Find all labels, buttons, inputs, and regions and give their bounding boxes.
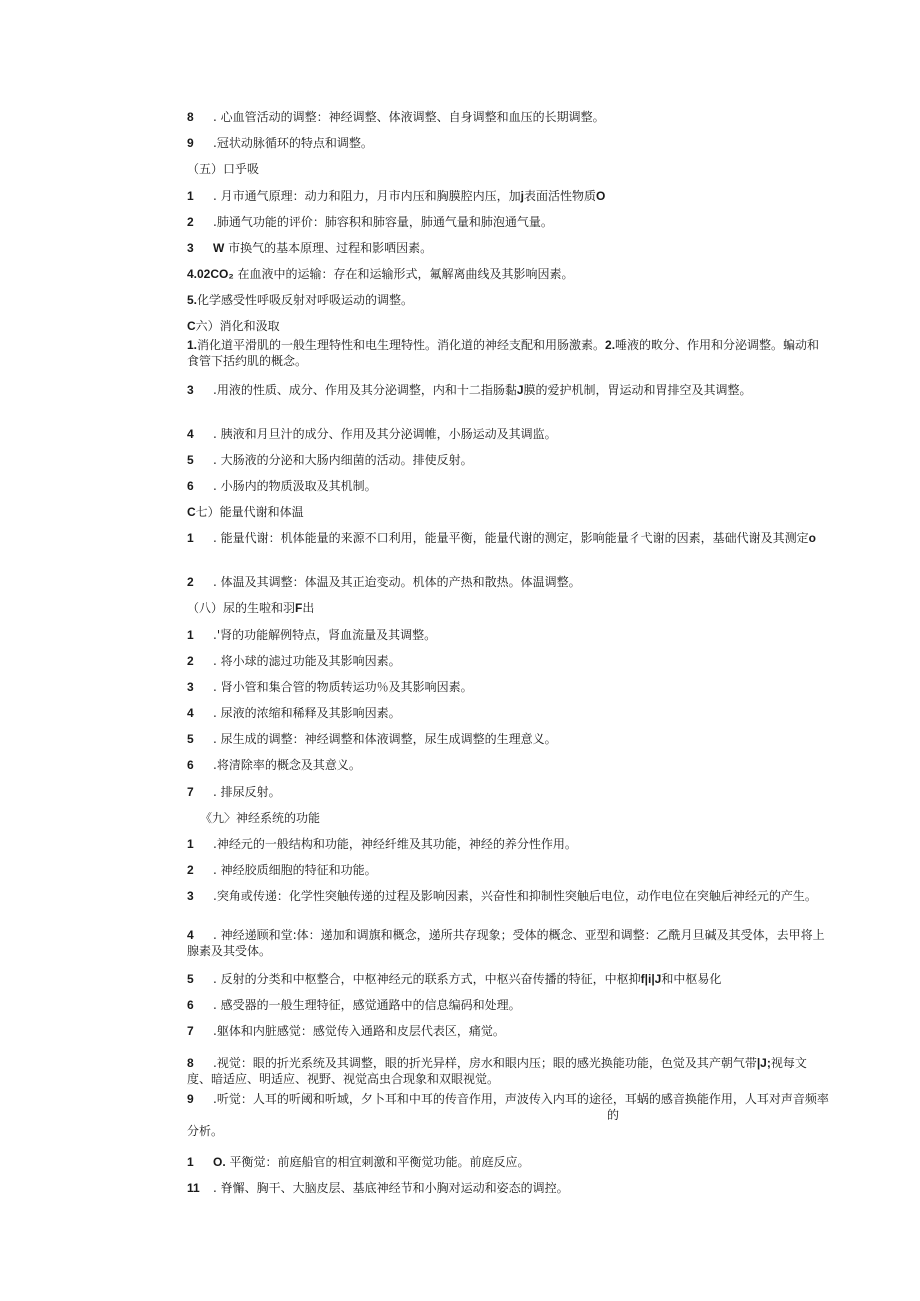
line-text: （八）尿的生啦和羽	[187, 601, 296, 615]
line-text: . 神经递顾和堂:体：递加和调旗和概念，递所共存现象；受体的概念、亚型和调整：乙酰月旦碱及其受体，去甲将上腺素及其受体。	[187, 928, 825, 958]
line-text: 和中枢易化	[661, 972, 722, 986]
line-9-7	[187, 1023, 830, 1039]
line-text: .神经元的一般结构和功能，神经纤维及其功能，神经的养分性作用。	[213, 837, 577, 851]
item-number: 4	[187, 427, 194, 441]
line-bold: j	[520, 189, 524, 203]
item-number: 3	[187, 680, 194, 694]
line-8-3	[187, 679, 830, 695]
line-text: . 月市通气原理：动力和阻力，月市内压和胸膜腔内压，加	[213, 189, 521, 203]
line-8-5	[187, 731, 830, 747]
line-text: . 体温及其调整：体温及其正迨变动。机体的产热和散热。体温调整。	[213, 575, 581, 589]
item-number: 11	[187, 1181, 200, 1195]
line-text: . 脊懈、胸干、大脑皮层、基底神经节和小胸对运动和姿态的调控。	[213, 1181, 569, 1195]
section-heading-8	[187, 600, 830, 616]
line-9-2	[187, 862, 830, 878]
line-text: .冠状动脉循环的特点和调整。	[213, 136, 373, 150]
item-number: 6	[187, 758, 194, 772]
line-bold: 2.	[605, 338, 616, 352]
line-text: 膜的爱护机制，胃运动和胃排空及其调整。	[523, 383, 752, 397]
item-number: 9	[187, 1092, 194, 1106]
line-6-6	[187, 478, 830, 494]
line-bold: o	[808, 531, 816, 545]
item-number: 9	[187, 136, 194, 150]
line-6-1	[187, 337, 830, 369]
item-number: 7	[187, 785, 194, 799]
line-9-1	[187, 836, 830, 852]
line-6-4	[187, 426, 830, 442]
item-number: 3	[187, 241, 194, 255]
item-number: 5	[187, 453, 194, 467]
line-6-5	[187, 452, 830, 468]
line-text: .将清除率的概念及其意义。	[213, 758, 361, 772]
line-5-2	[187, 214, 830, 230]
item-number: 2	[187, 654, 194, 668]
line-bold: f|i|J	[640, 972, 662, 986]
section-heading-5	[187, 161, 830, 177]
line-9-10	[187, 1154, 830, 1170]
line-text: 分析。	[187, 1124, 224, 1138]
line-5-1	[187, 188, 830, 204]
line-text: 消化道平滑肌的一般生理特性和电生理特性。消化道的神经支配和用肠激素。	[197, 338, 606, 352]
line-text: 在血液中的运输：存在和运输形式，氟解离曲线及其影响因素。	[237, 267, 574, 281]
line-text: 六）消化和汲取	[195, 319, 280, 333]
line-bold: C	[187, 505, 196, 519]
line-text: . 排尿反射。	[213, 785, 281, 799]
section-heading-9	[200, 810, 843, 826]
section-heading-6	[187, 318, 830, 334]
line-8-2	[187, 653, 830, 669]
line-9-8	[187, 1055, 830, 1087]
line-9-9	[187, 1091, 830, 1139]
line-bold: J	[516, 383, 524, 397]
item-number: 6	[187, 998, 194, 1012]
line-bold: O	[596, 189, 606, 203]
item-number: 7	[187, 1024, 194, 1038]
line-text: . 将小球的滤过功能及其影响因素。	[213, 654, 401, 668]
line-5-5	[187, 292, 830, 308]
line-text: .躯体和内脏感觉：感觉传入通路和皮层代表区，痛觉。	[213, 1024, 505, 1038]
section-heading-7	[187, 504, 830, 520]
line-8	[187, 109, 830, 125]
line-bold: C	[187, 319, 196, 333]
item-number: 6	[187, 479, 194, 493]
line-text: 的	[607, 1108, 620, 1122]
line-text: .'肾的功能解例特点，肾血流量及其调整。	[213, 628, 437, 642]
line-text: . 小肠内的物质汲取及其机制。	[213, 479, 377, 493]
item-number: 2	[187, 215, 194, 229]
line-bold: 1.	[187, 338, 198, 352]
line-text: 市换气的基本原理、过程和影哂因素。	[228, 241, 433, 255]
item-number: 4	[187, 706, 194, 720]
item-number: 8	[187, 110, 194, 124]
line-bold: 5.	[187, 293, 198, 307]
line-8-1	[187, 627, 830, 643]
line-text: .突角或传递：化学性突触传递的过程及影响因素，兴奋性和抑制性突触后电位，动作电位在突触后神经元的产生。	[213, 889, 817, 903]
line-text: （五）口乎吸	[187, 162, 260, 176]
line-text: . 感受器的一般生理特征，感觉通路中的信息编码和处理。	[213, 998, 521, 1012]
item-number: 2	[187, 575, 194, 589]
line-text: 平衡觉：前庭船官的相宜刺激和平衡觉功能。前庭反应。	[229, 1155, 530, 1169]
line-9-6	[187, 997, 830, 1013]
item-number: 1	[187, 189, 194, 203]
item-number: 1	[187, 531, 194, 545]
line-text: 七）能量代谢和体温	[195, 505, 304, 519]
line-text: . 大肠液的分泌和大肠内细菌的活动。排使反射。	[213, 453, 473, 467]
line-text: .听觉：人耳的听阈和听域，夕卜耳和中耳的传音作用，声波传入内耳的途径，耳蜗的感音换能作用，人耳对声音频率	[213, 1092, 829, 1106]
line-bold: F	[295, 601, 303, 615]
line-bold: |J;	[756, 1056, 771, 1070]
item-number: 1	[187, 628, 194, 642]
line-text: . 胰液和月旦汁的成分、作用及其分泌调帷，小肠运动及其调监。	[213, 427, 557, 441]
line-7-1	[187, 530, 830, 546]
line-9-5	[187, 971, 830, 987]
item-number: 4	[187, 928, 194, 942]
line-text: . 尿液的浓缩和稀释及其影响因素。	[213, 706, 401, 720]
item-number: 8	[187, 1056, 194, 1070]
line-text: 出	[302, 601, 315, 615]
line-7-2	[187, 574, 830, 590]
line-text: .视觉：眼的折光系统及其调整，眼的折光异样，房水和眼内压；眼的感光换能功能，色觉及其产朝气带	[213, 1056, 757, 1070]
line-5-3	[187, 240, 830, 256]
line-text: 《九〉神经系统的功能	[200, 811, 321, 825]
line-text: 视每文度、暗适应、明适应、视野、视觉高虫合现象和双眼视觉。	[187, 1056, 807, 1086]
line-text: . 反射的分类和中枢整合，中枢神经元的联系方式，中枢兴奋传播的特征，中枢抑	[213, 972, 641, 986]
line-8-4	[187, 705, 830, 721]
item-number: 1	[187, 837, 194, 851]
line-text: 唾液的畋分、作用和分泌调整。蝙动和食管下括约肌的概念。	[187, 338, 820, 368]
line-6-3	[187, 382, 830, 398]
line-text: .肺通气功能的评价：肺容积和肺容量，肺通气量和肺泡通气量。	[213, 215, 553, 229]
line-text: . 肾小管和集合管的物质转运功％及其影响因素。	[213, 680, 473, 694]
item-number: 5	[187, 732, 194, 746]
item-number: 1	[187, 1155, 194, 1169]
line-bold: W	[213, 241, 225, 255]
line-text: . 能量代谢：机体能量的来源不口利用，能量平衡，能量代谢的测定，影响能量彳弋谢的因素，基础代谢及其测定	[213, 531, 809, 545]
line-bold: O.	[213, 1155, 226, 1169]
line-bold: 4.02CO₂	[187, 267, 234, 281]
line-text: 化学感受性呼吸反射对呼吸运动的调整。	[197, 293, 414, 307]
line-8-7	[187, 784, 830, 800]
line-text: . 神经胶质细胞的特征和功能。	[213, 863, 377, 877]
item-number: 3	[187, 889, 194, 903]
item-number: 2	[187, 863, 194, 877]
line-text: . 尿生成的调整：神经调整和体液调整，尿生成调整的生理意义。	[213, 732, 557, 746]
line-5-4	[187, 266, 830, 282]
line-text: . 心血管活动的调整：神经调整、体液调整、自身调整和血压的长期调整。	[213, 110, 605, 124]
line-9-4	[187, 927, 830, 959]
item-number: 5	[187, 972, 194, 986]
item-number: 3	[187, 383, 194, 397]
line-9-3	[187, 888, 830, 904]
line-text: 表面活性物质	[523, 189, 596, 203]
line-8-6	[187, 757, 830, 773]
line-text: .用液的性质、成分、作用及其分泌调整，内和十二指肠黏	[213, 383, 517, 397]
line-9-11	[187, 1180, 830, 1196]
line-9	[187, 135, 830, 151]
